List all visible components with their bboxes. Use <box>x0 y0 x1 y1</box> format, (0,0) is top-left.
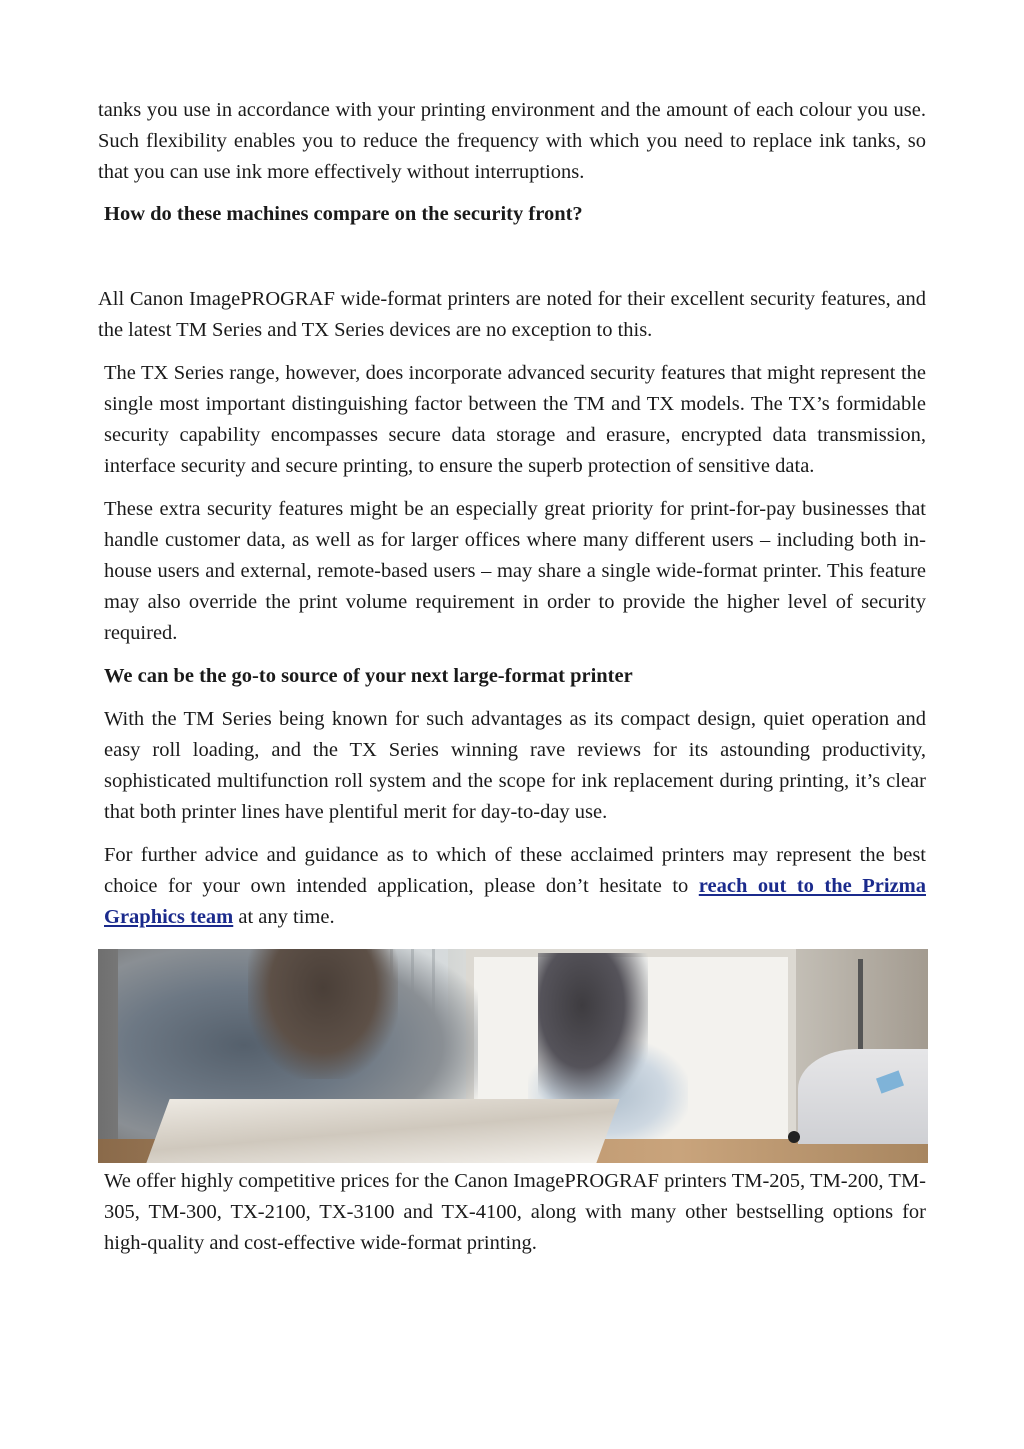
paragraph-print-for-pay: These extra security features might be an especially great priority for print-for-pay businesses that handle customer data, as well as for larger offices where many different users – including both in-house users and external, remote-based users – may share a single wide-format printer. This feature may also override the print volume requirement in order to provide the higher level of security required. <box>104 498 926 644</box>
prizma-contact-link[interactable]: reach out to the Prizma Graphics team <box>104 875 926 928</box>
paragraph-ink-tanks: tanks you use in accordance with your printing environment and the amount of each colour you use. Such flexibility enables you to reduce the frequency with which you need to replace ink tanks, so that you can use ink more effectively without interruptions. <box>98 99 926 183</box>
paragraph-tm-tx-text: With the TM Series being known for such advantages as its compact design, quiet operation and easy roll loading, and the TX Series winning rave reviews for its astounding productivity, sophisticated multifunction roll system and the scope for ink replacement during printing, it’s clear that both printer lines have plentiful merit for day-to-day use. <box>104 708 926 823</box>
photo-magazine <box>146 1099 619 1163</box>
document-page <box>98 95 926 1259</box>
advice-text: For further advice and guidance as to which of these acclaimed printers may represent the best choice for your own intended application, please don’t hesitate to <box>104 844 926 897</box>
paragraph-tx-security: The TX Series range, however, does incorporate advanced security features that might represent the single most important distinguishing factor between the TM and TX models. The TX’s formidable security capability encompasses secure data storage and erasure, encrypted data transmission, interface security and secure printing, to ensure the superb protection of sensitive data. <box>104 362 926 477</box>
paragraph-further-advice <box>98 840 926 933</box>
heading-go-to-source: We can be the go-to source of your next large-format printer <box>104 665 633 687</box>
photo-caster-wheel <box>788 1131 800 1143</box>
photo-woman-hair <box>248 949 398 1079</box>
advice-text-end: at any time. <box>233 906 335 928</box>
printer-lifestyle-photo <box>98 949 928 1163</box>
paragraph-competitive-prices: We offer highly competitive prices for the Canon ImagePROGRAF printers TM-205, TM-200, TM-305, TM-300, TX-2100, TX-3100 and TX-4100, along with many other bestselling options for high-quality and cost-effective wide-format printing. <box>104 1170 926 1254</box>
paragraph-tm-tx-comparison <box>98 704 926 828</box>
photo-poster-portrait <box>538 953 648 1103</box>
heading-security: How do these machines compare on the security front? <box>104 203 583 225</box>
paragraph-security-features: All Canon ImagePROGRAF wide-format printers are noted for their excellent security features, and the latest TM Series and TX Series devices are no exception to this. <box>98 288 926 341</box>
photo-printer-basket <box>798 1049 928 1144</box>
